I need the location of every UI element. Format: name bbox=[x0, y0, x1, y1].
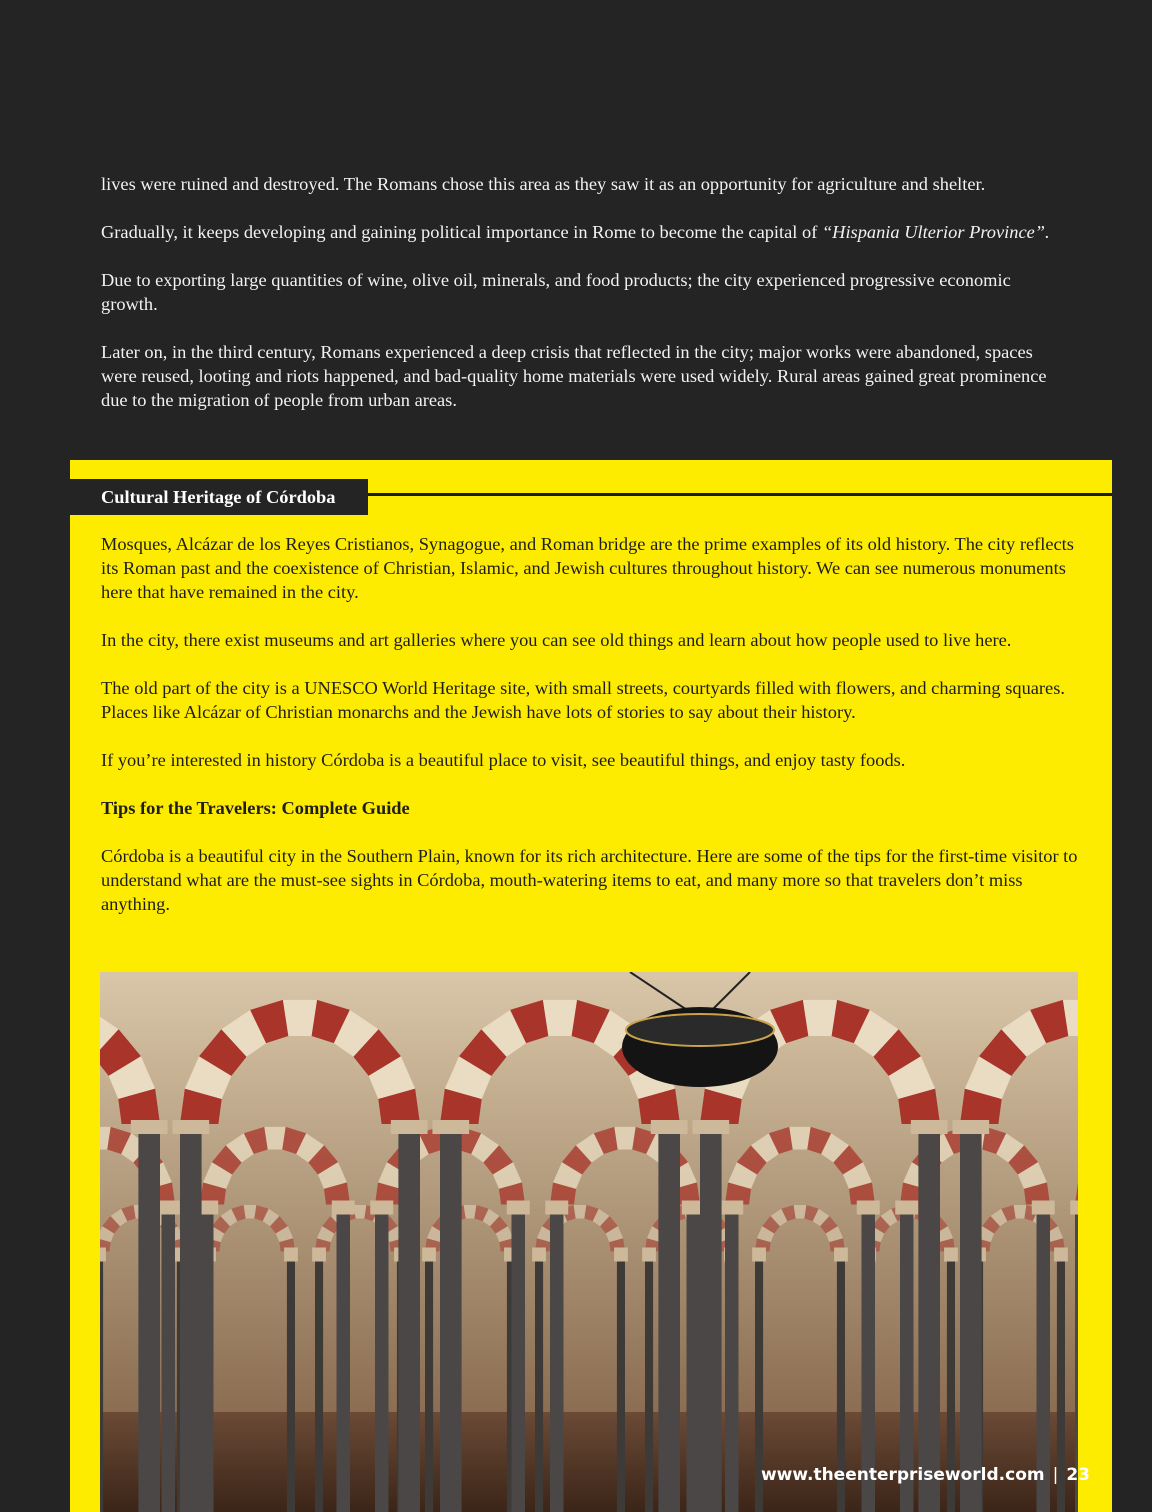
section-paragraph: Mosques, Alcázar de los Reyes Cristianos, Synagogue, and Roman bridge are the prime examples of its old history. The city reflects its Roman past and the coexistence of Christian, Islamic, and Jewish cultures throughout history. We can see numerous monuments here that have remained in the city. bbox=[101, 534, 1074, 602]
column bbox=[700, 1124, 722, 1512]
section-heading: Cultural Heritage of Córdoba bbox=[70, 479, 368, 515]
page-footer bbox=[700, 1460, 1090, 1490]
section-paragraph: Córdoba is a beautiful city in the Southern Plain, known for its rich architecture. Here are some of the tips for the first-time visitor to understand what are the must-see sights in Córdoba, mouth-watering items to eat, and many more so that travelers don’t miss anything. bbox=[101, 846, 1078, 914]
intro-paragraph: Gradually, it keeps developing and gaining political importance in Rome to become the capital of “Hispania Ulterior Province”. bbox=[101, 222, 1050, 242]
column-capital bbox=[1054, 1248, 1068, 1262]
page-number: 23 bbox=[1066, 1465, 1090, 1485]
column bbox=[440, 1124, 462, 1512]
arch-voussoir bbox=[1014, 1205, 1027, 1219]
section-body bbox=[101, 532, 1086, 916]
column-capital bbox=[332, 1201, 355, 1215]
column bbox=[645, 1252, 653, 1512]
arch-voussoir bbox=[543, 1000, 577, 1036]
column-capital bbox=[895, 1201, 918, 1215]
column-capital bbox=[284, 1248, 298, 1262]
arch-voussoir bbox=[614, 1127, 635, 1150]
column-capital bbox=[834, 1248, 848, 1262]
column-capital bbox=[545, 1201, 568, 1215]
arch-voussoir bbox=[264, 1127, 285, 1150]
column bbox=[180, 1124, 202, 1512]
column-capital bbox=[370, 1201, 393, 1215]
column-capital bbox=[432, 1120, 469, 1134]
arch-voussoir bbox=[464, 1205, 477, 1219]
column bbox=[315, 1252, 323, 1512]
column-capital bbox=[642, 1248, 656, 1262]
website-url: www.theenterpriseworld.com bbox=[760, 1465, 1045, 1485]
column-capital bbox=[312, 1248, 326, 1262]
column bbox=[535, 1252, 543, 1512]
column bbox=[162, 1205, 176, 1512]
column bbox=[375, 1205, 389, 1512]
column-capital bbox=[131, 1120, 168, 1134]
column bbox=[138, 1124, 160, 1512]
column-capital bbox=[857, 1201, 880, 1215]
column bbox=[100, 1252, 103, 1512]
section-paragraph: If you’re interested in history Córdoba is a beautiful place to visit, see beautiful things, and enjoy tasty foods. bbox=[101, 750, 906, 770]
section-paragraph: The old part of the city is a UNESCO World Heritage site, with small streets, courtyards filled with flowers, and charming squares. Places like Alcázar of Christian monarchs and the Jewish have lots of stories to say about their history. bbox=[101, 678, 1065, 722]
arch-voussoir bbox=[794, 1205, 807, 1219]
column-capital bbox=[1070, 1201, 1078, 1215]
arch-voussoir bbox=[354, 1205, 367, 1219]
column-capital bbox=[157, 1201, 180, 1215]
column-capital bbox=[952, 1120, 989, 1134]
column-capital bbox=[100, 1248, 106, 1262]
column-capital bbox=[720, 1201, 743, 1215]
column bbox=[425, 1252, 433, 1512]
footer-separator: | bbox=[1052, 1465, 1059, 1485]
column-capital bbox=[692, 1120, 729, 1134]
intro-paragraph: Later on, in the third century, Romans experienced a deep crisis that reflected in the city; major works were abandoned, spaces were reused, looting and riots happened, and bad-quality home materials were used widely. Rural areas gained great prominence due to the migration of people from urban areas. bbox=[101, 342, 1047, 410]
column bbox=[200, 1205, 214, 1512]
column-capital bbox=[911, 1120, 948, 1134]
section-paragraph: In the city, there exist museums and art galleries where you can see old things and learn about how people used to live here. bbox=[101, 630, 1012, 650]
arch-voussoir bbox=[244, 1205, 257, 1219]
column-capital bbox=[391, 1120, 428, 1134]
column-capital bbox=[507, 1201, 530, 1215]
column-capital bbox=[944, 1248, 958, 1262]
column bbox=[337, 1205, 351, 1512]
intro-text bbox=[101, 172, 1071, 412]
column-capital bbox=[752, 1248, 766, 1262]
arch-voussoir bbox=[283, 1000, 317, 1036]
arch-voussoir bbox=[574, 1205, 587, 1219]
intro-paragraph: lives were ruined and destroyed. The Romans chose this area as they saw it as an opportunity for agriculture and shelter. bbox=[101, 174, 986, 194]
column-capital bbox=[172, 1120, 209, 1134]
column-capital bbox=[614, 1248, 628, 1262]
column bbox=[960, 1124, 982, 1512]
column bbox=[617, 1252, 625, 1512]
column bbox=[512, 1205, 526, 1512]
column bbox=[550, 1205, 564, 1512]
column bbox=[398, 1124, 420, 1512]
column-capital bbox=[532, 1248, 546, 1262]
mosque-arches-photo bbox=[100, 972, 1078, 1512]
arch-voussoir bbox=[803, 1000, 837, 1036]
column bbox=[687, 1205, 701, 1512]
column bbox=[658, 1124, 680, 1512]
column-capital bbox=[651, 1120, 688, 1134]
column-capital bbox=[422, 1248, 436, 1262]
mosque-arches-illustration bbox=[100, 972, 1078, 1512]
column bbox=[287, 1252, 295, 1512]
section-subheading: Tips for the Travelers: Complete Guide bbox=[101, 798, 410, 818]
arch-voussoir bbox=[789, 1127, 810, 1150]
column-capital bbox=[1032, 1201, 1055, 1215]
intro-paragraph: Due to exporting large quantities of wine, olive oil, minerals, and food products; the city experienced progressive economic growth. bbox=[101, 270, 1011, 314]
column bbox=[918, 1124, 940, 1512]
